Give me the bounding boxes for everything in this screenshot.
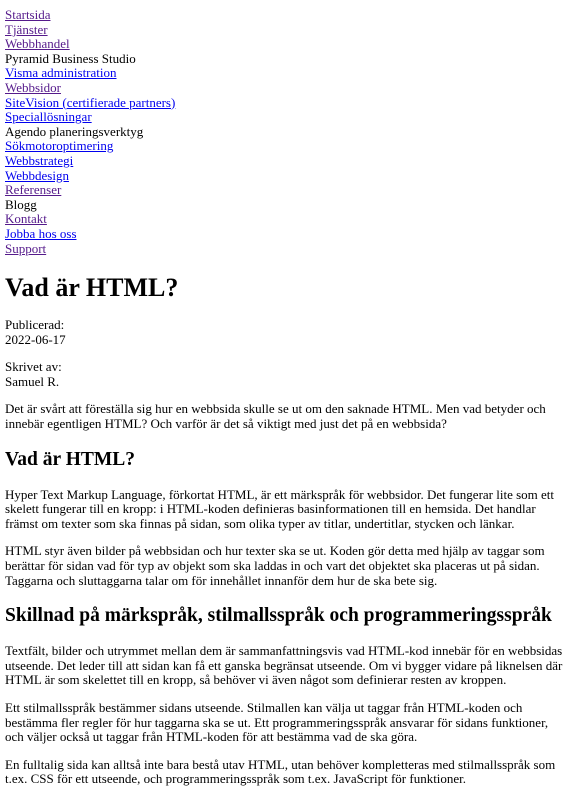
nav-link-referenser[interactable]: Referenser <box>5 182 62 198</box>
section-heading-languages: Skillnad på märkspråk, stilmallsspråk och programmeringsspråk <box>5 605 552 627</box>
intro-paragraph: Det är svårt att föreställa sig hur en webbsida skulle se ut om den saknade HTML. Men vad betyder och innebär egentligen HTML? Och varför är det så viktigt med just det på en webbsida? <box>5 401 546 432</box>
nav-item-blogg <box>5 198 570 213</box>
author-label: Skrivet av: <box>5 359 62 375</box>
nav-item-kontakt <box>5 212 570 227</box>
section-heading-what-is-html: Vad är HTML? <box>5 448 136 470</box>
nav-item-jobba <box>5 227 570 242</box>
nav-link-support[interactable]: Support <box>5 240 47 256</box>
nav-text-blogg: Blogg <box>5 196 37 212</box>
nav-link-webbsidor[interactable]: Webbsidor <box>5 79 61 95</box>
section2-paragraph-2: Ett stilmallsspråk bestämmer sidans utseende. Stilmallen kan välja ut taggar från HTML-koden och bestämma fler regler för hur taggarna ska se ut. Ett programmeringsspråk ansvarar för sidans funktioner, och väljer också ut taggar från HTML-koden för att bestämma vad de ska göra. <box>5 700 549 745</box>
nav-item-referenser <box>5 183 570 198</box>
nav-link-jobba[interactable]: Jobba hos oss <box>5 225 77 241</box>
nav-item-sokmotoroptimering <box>5 139 570 154</box>
nav-link-sitevision[interactable]: SiteVision (certifierade partners) <box>5 94 176 110</box>
nav-link-sokmotoroptimering[interactable]: Sökmotoroptimering <box>5 138 114 154</box>
nav-item-webbdesign <box>5 169 570 184</box>
nav-text-agendo: Agendo planeringsverktyg <box>5 123 144 139</box>
published-date: 2022-06-17 <box>5 331 66 347</box>
nav-item-tjanster <box>5 23 570 38</box>
nav-item-sitevision <box>5 96 570 111</box>
section2-paragraph-3: En fulltalig sida kan alltså inte bara bestå utav HTML, utan behöver kompletteras med stilmallsspråk som t.ex. CSS för ett utseende, och programmeringsspråk som t.ex. JavaScript för funktioner. <box>5 756 556 787</box>
page-title: Vad är HTML? <box>5 273 179 303</box>
nav-item-visma <box>5 66 570 81</box>
section1-paragraph-1: Hyper Text Markup Language, förkortat HTML, är ett märkspråk för webbsidor. Det fungerar lite som ett skelett fungerar till en kropp: i HTML-koden definieras basinformationen till en hemsida. Det handlar främst om texter som ska finnas på sidan, som olika typer av titlar, undertitlar, stycken och länkar. <box>5 486 555 531</box>
nav-item-pyramid <box>5 52 570 67</box>
nav-link-webbhandel[interactable]: Webbhandel <box>5 36 70 52</box>
nav-item-webbhandel <box>5 37 570 52</box>
nav-text-pyramid: Pyramid Business Studio <box>5 50 136 66</box>
nav-link-speciallosningar[interactable]: Speciallösningar <box>5 109 92 125</box>
author-name: Samuel R. <box>5 373 60 389</box>
nav-item-webbsidor <box>5 81 570 96</box>
nav-link-webbstrategi[interactable]: Webbstrategi <box>5 152 74 168</box>
nav-item-webbstrategi <box>5 154 570 169</box>
nav-item-speciallosningar <box>5 110 570 125</box>
section2-paragraph-1: Textfält, bilder och utrymmet mellan dem är sammanfattningsvis vad HTML-kod innebär för en webbsidas utseende. Det leder till att sidan kan få ett ganska begränsat utseende. Om vi bygger vidare på liknelsen där HTML är som skelettet till en kropp, så behöver vi även något som definierar resten av kroppen. <box>5 643 563 688</box>
nav-item-agendo <box>5 125 570 140</box>
nav-item-support <box>5 242 570 257</box>
nav-item-startsida <box>5 8 570 23</box>
section1-paragraph-2: HTML styr även bilder på webbsidan och hur texter ska se ut. Koden gör detta med hjälp av taggar som berättar för sidan vad för typ av objekt som ska laddas in och vart det objektet ska placeras ut på sidan. Taggarna och sluttaggarna talar om för innehållet innanför dem hur de ska bete sig. <box>5 543 545 588</box>
author-meta <box>5 360 570 389</box>
nav-link-tjanster[interactable]: Tjänster <box>5 21 48 37</box>
nav-link-startsida[interactable]: Startsida <box>5 7 51 22</box>
nav-link-webbdesign[interactable]: Webbdesign <box>5 167 69 183</box>
published-meta <box>5 318 570 347</box>
main-nav <box>5 8 570 256</box>
published-label: Publicerad: <box>5 317 65 333</box>
nav-link-visma[interactable]: Visma administration <box>5 65 117 81</box>
nav-link-kontakt[interactable]: Kontakt <box>5 211 47 227</box>
